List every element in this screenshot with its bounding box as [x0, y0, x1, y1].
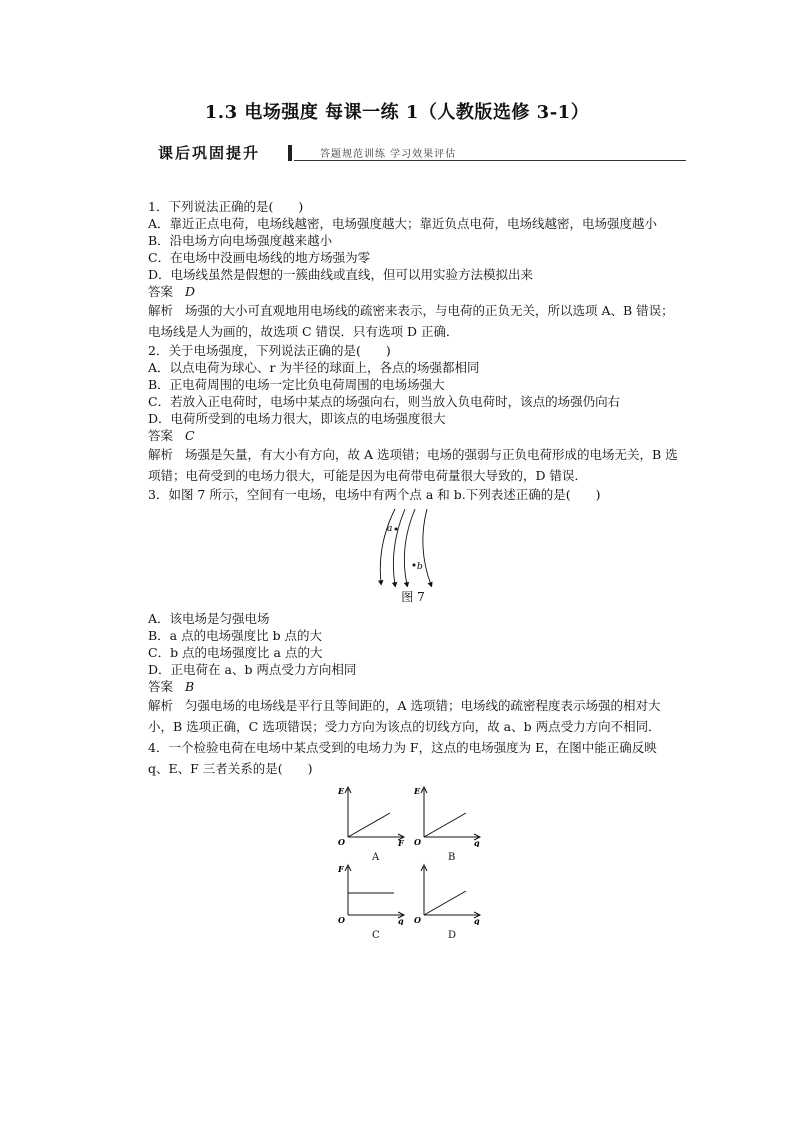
q2-analysis — [148, 444, 678, 486]
figure-caption: 图 7 — [401, 590, 425, 604]
answer-label: 答案 — [148, 428, 174, 443]
q4-graphs — [148, 785, 678, 941]
q3-option-d: D．正电荷在 a、b 两点受力方向相同 — [148, 662, 357, 677]
banner-rule — [294, 160, 686, 161]
graph-d-x-label: q — [474, 916, 480, 925]
graph-a-label: A — [372, 852, 380, 863]
banner-subtitle: 答题规范训练 学习效果评估 — [320, 149, 457, 160]
q1-analysis — [148, 300, 678, 342]
q3-option-c: C．b 点的电场强度比 a 点的大 — [148, 645, 323, 660]
q2-option-b: B．正电荷周围的电场一定比负电荷周围的电场场强大 — [148, 377, 445, 392]
graph-d-origin: O — [414, 915, 421, 925]
q1-option-b: B．沿电场方向电场强度越来越小 — [148, 233, 333, 248]
exercise-content — [148, 198, 678, 941]
analysis-label: 解析 — [148, 447, 174, 462]
analysis-text: 场强是矢量，有大小有方向，故 A 选项错；电场的强弱与正负电荷形成的电场无关，B 选项错；电荷受到的电场力很大，可能是因为电荷带电荷量很大导致的，D 错误． — [148, 447, 678, 483]
q3-stem: 3．如图 7 所示，空间有一电场，电场中有两个点 a 和 b.下列表述正确的是( ) — [148, 487, 601, 502]
field-line-2 — [393, 509, 405, 585]
graph-d-line — [424, 891, 466, 915]
graph-b-y-label: E — [414, 786, 421, 796]
analysis-text: 场强的大小可直观地用电场线的疏密来表示，与电荷的正负无关，所以选项 A、B 错误；电场线是人为画的，故选项 C 错误．只有选项 D 正确． — [148, 303, 674, 339]
graph-a-origin: O — [338, 837, 345, 847]
graph-d — [414, 863, 484, 925]
field-lines-figure — [373, 507, 453, 587]
graph-a-line — [348, 813, 390, 837]
answer-value: B — [185, 679, 195, 694]
analysis-text: 匀强电场的电场线是平行且等间距的，A 选项错；电场线的疏密程度表示场强的相对大小，B 选项正确，C 选项错误；受力方向为该点的切线方向，故 a、b 两点受力方向不相同． — [148, 698, 661, 734]
graph-a-y-label: E — [338, 786, 345, 796]
field-line-3 — [404, 509, 415, 585]
q3-option-a: A．该电场是匀强电场 — [148, 611, 270, 626]
point-a-dot — [395, 528, 398, 531]
q1-option-d: D．电场线虽然是假想的一簇曲线或直线，但可以用实验方法模拟出来 — [148, 267, 534, 282]
graph-a — [338, 785, 408, 847]
graph-b-origin: O — [414, 837, 421, 847]
q2-stem: 2．关于电场强度，下列说法正确的是( ) — [148, 343, 391, 358]
graph-b — [414, 785, 484, 847]
q3-analysis — [148, 695, 678, 737]
field-line-1 — [380, 509, 395, 583]
field-line-4 — [423, 509, 431, 585]
page-title: 1.3 电场强度 每课一练 1（人教版选修 3-1） — [204, 102, 590, 123]
graph-b-x-label: q — [474, 838, 480, 847]
graph-a-x-label: F — [398, 838, 404, 847]
q1-answer — [148, 283, 678, 300]
section-banner — [158, 142, 686, 164]
q3-option-b: B．a 点的电场强度比 b 点的大 — [148, 628, 323, 643]
answer-value: D — [185, 284, 196, 299]
answer-value: C — [185, 428, 195, 443]
analysis-label: 解析 — [148, 303, 174, 318]
answer-label: 答案 — [148, 284, 174, 299]
q2-option-c: C．若放入正电荷时，电场中某点的场强向右，则当放入负电荷时，该点的场强仍向右 — [148, 394, 621, 409]
graph-c-y-label: F — [338, 864, 344, 874]
graph-c-origin: O — [338, 915, 345, 925]
graph-d-label: D — [448, 930, 457, 941]
q1-stem: 1．下列说法正确的是( ) — [148, 199, 304, 214]
q2-option-a: A．以点电荷为球心、r 为半径的球面上，各点的场强都相同 — [148, 360, 480, 375]
banner-bar — [288, 145, 292, 161]
q1-option-c: C．在电场中没画电场线的地方场强为零 — [148, 250, 371, 265]
graph-c — [338, 863, 408, 925]
graph-b-line — [424, 813, 466, 837]
analysis-label: 解析 — [148, 698, 174, 713]
point-a-label: a — [387, 524, 393, 534]
point-b-dot — [413, 564, 416, 567]
answer-label: 答案 — [148, 679, 174, 694]
point-b-label: b — [417, 562, 423, 572]
graph-b-label: B — [448, 852, 456, 863]
graph-c-x-label: q — [398, 916, 404, 925]
q4-stem: 4．一个检验电荷在电场中某点受到的电场力为 F，这点的电场强度为 E，在图中能正确反映 q、E、F 三者关系的是( ) — [148, 740, 657, 776]
q2-option-d: D．电荷所受到的电场力很大，即该点的电场强度很大 — [148, 411, 446, 426]
graph-c-label: C — [372, 930, 380, 941]
q2-answer — [148, 427, 678, 444]
q3-answer — [148, 678, 678, 695]
banner-label: 课后巩固提升 — [158, 144, 261, 162]
q1-option-a: A．靠近正点电荷，电场线越密，电场强度越大；靠近负点电荷，电场线越密，电场强度越小 — [148, 216, 658, 231]
